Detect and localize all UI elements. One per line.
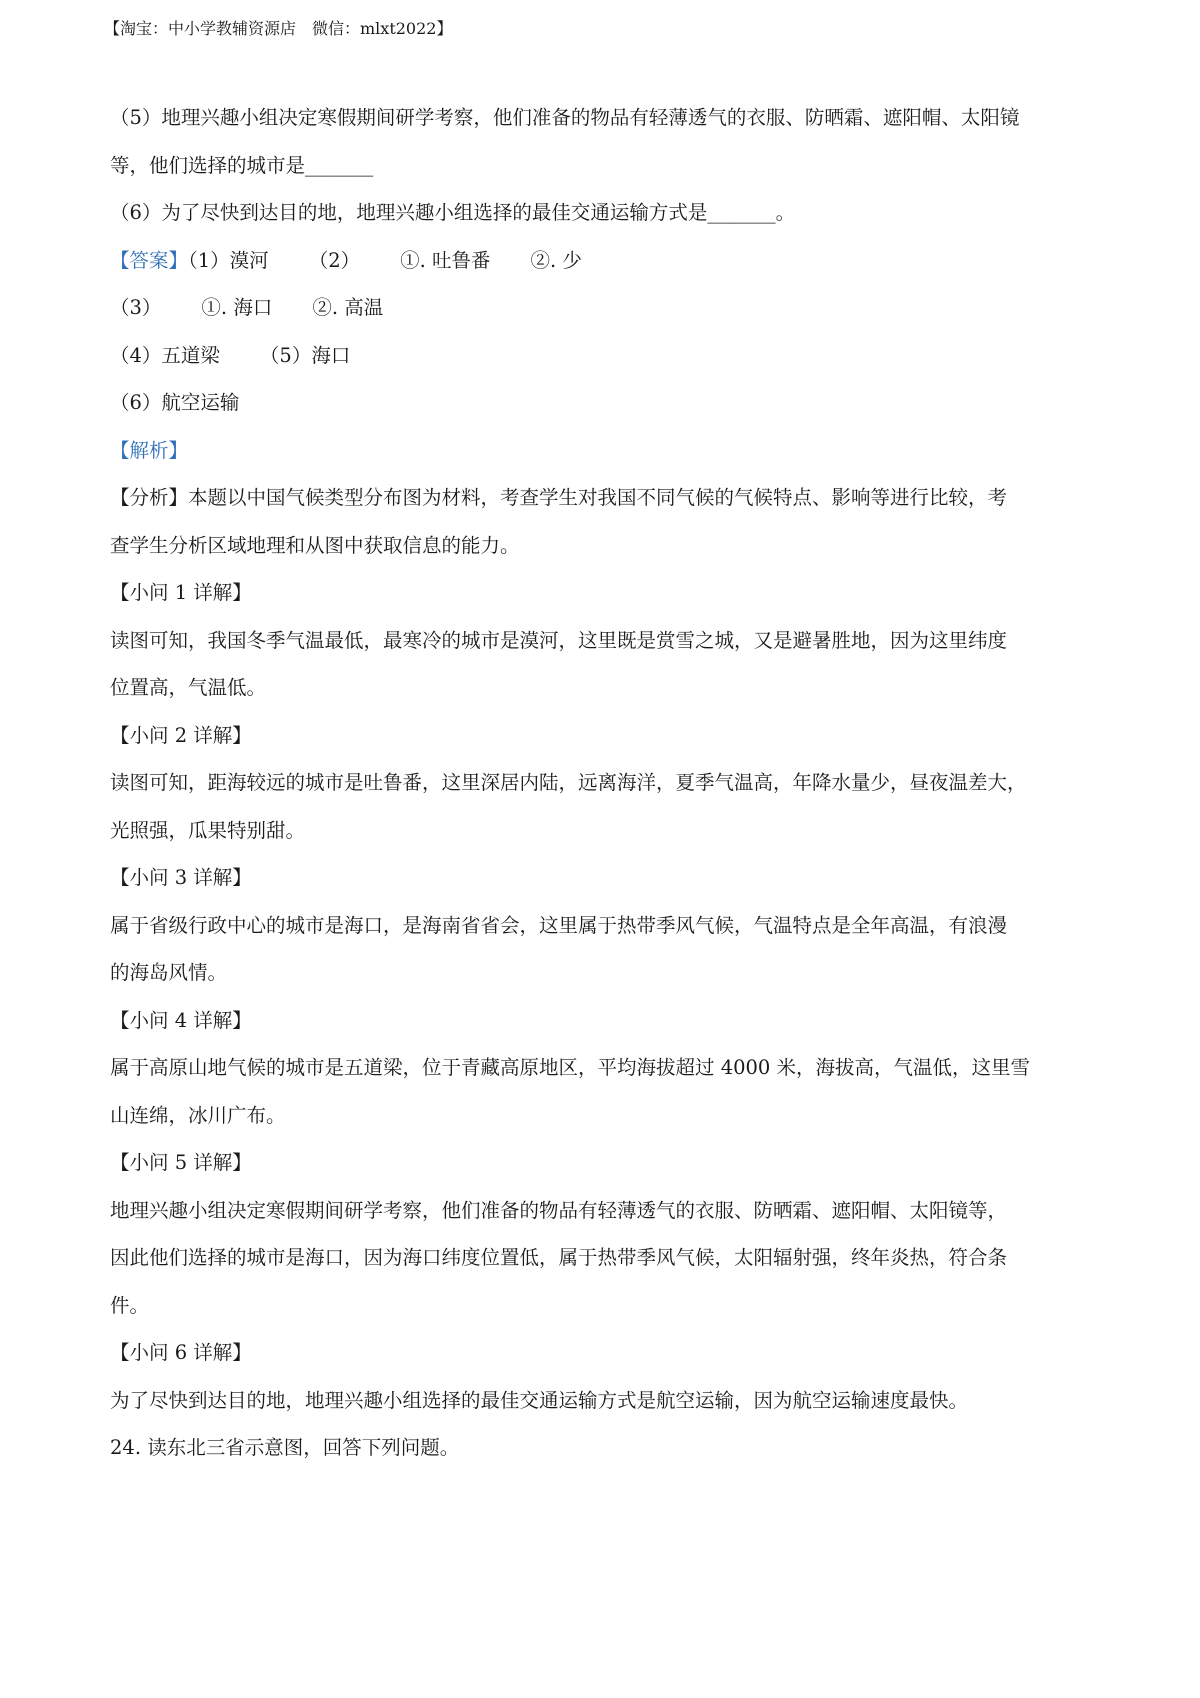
question-5-line-2: 等，他们选择的城市是_______ — [110, 153, 374, 177]
sub-question-4-title: 【小问 4 详解】 — [110, 1008, 252, 1032]
sub-question-3-title: 【小问 3 详解】 — [110, 866, 252, 889]
answer-4: （4）五道梁 — [110, 343, 220, 367]
answer-2-part-1: ①. 吐鲁番 — [400, 248, 491, 272]
analysis-fenxi-line-1: 【分析】本题以中国气候类型分布图为材料，考查学生对我国不同气候的气候特点、影响等进行比较，考 — [110, 486, 1008, 509]
sub-question-3-line-2: 的海岛风情。 — [110, 961, 228, 984]
sub-question-1-line-2: 位置高，气温低。 — [110, 676, 267, 699]
answer-2-part-2: ②. 少 — [530, 248, 582, 272]
analysis-label: 【解析】 — [110, 438, 189, 462]
answer-3: （3） — [110, 296, 162, 319]
sub-question-1-line-1: 读图可知，我国冬季气温最低，最寒冷的城市是漠河，这里既是赏雪之城，又是避暑胜地，因为这里纬度 — [110, 628, 1008, 652]
question-5-line-1: （5）地理兴趣小组决定寒假期间研学考察，他们准备的物品有轻薄透气的衣服、防晒霜、遮阳帽、太阳镜 — [110, 106, 1020, 129]
answer-2: （2） — [308, 248, 361, 272]
sub-question-5-line-3: 件。 — [110, 1293, 150, 1317]
sub-question-3-line-1: 属于省级行政中心的城市是海口，是海南省省会，这里属于热带季风气候，气温特点是全年高温，有浪漫 — [110, 913, 1008, 937]
answer-label: 【答案】 — [110, 248, 189, 272]
sub-question-6-title: 【小问 6 详解】 — [110, 1341, 252, 1364]
answer-1: （1）漠河 — [188, 248, 269, 272]
sub-question-2-line-2: 光照强，瓜果特别甜。 — [110, 818, 306, 842]
answer-5: （5）海口 — [259, 343, 351, 367]
analysis-fenxi-line-2: 查学生分析区域地理和从图中获取信息的能力。 — [110, 533, 520, 557]
sub-question-5-title: 【小问 5 详解】 — [110, 1151, 252, 1174]
document-body — [110, 94, 1110, 1472]
answer-6: （6）航空运输 — [110, 391, 240, 414]
answer-row-4 — [110, 379, 1110, 427]
sub-question-1-title: 【小问 1 详解】 — [110, 581, 252, 604]
answer-3-part-2: ②. 高温 — [312, 296, 384, 319]
answer-row-1 — [110, 237, 1110, 285]
sub-question-5-line-2: 因此他们选择的城市是海口，因为海口纬度位置低，属于热带季风气候，太阳辐射强，终年炎热，符合条 — [110, 1246, 1008, 1269]
sub-question-4-line-1: 属于高原山地气候的城市是五道梁，位于青藏高原地区，平均海拔超过 4000 米，海拔高，气温低，这里雪 — [110, 1056, 1031, 1079]
answer-row-3 — [110, 332, 1110, 380]
sub-question-2-title: 【小问 2 详解】 — [110, 723, 252, 747]
question-24: 24. 读东北三省示意图，回答下列问题。 — [110, 1436, 460, 1459]
question-6: （6）为了尽快到达目的地，地理兴趣小组选择的最佳交通运输方式是_______。 — [110, 201, 796, 224]
sub-question-2-line-1: 读图可知，距海较远的城市是吐鲁番，这里深居内陆，远离海洋，夏季气温高，年降水量少，昼夜温差大， — [110, 771, 1027, 794]
answer-3-part-1: ①. 海口 — [201, 296, 273, 319]
sub-question-5-line-1: 地理兴趣小组决定寒假期间研学考察，他们准备的物品有轻薄透气的衣服、防晒霜、遮阳帽、太阳镜等， — [110, 1198, 1008, 1222]
sub-question-4-line-2: 山连绵，冰川广布。 — [110, 1103, 286, 1127]
answer-row-2 — [110, 284, 1110, 332]
page-header: 【淘宝：中小学教辅资源店 微信：mlxt2022】 — [104, 19, 453, 38]
sub-question-6-line-1: 为了尽快到达目的地，地理兴趣小组选择的最佳交通运输方式是航空运输，因为航空运输速度最快。 — [110, 1388, 969, 1412]
